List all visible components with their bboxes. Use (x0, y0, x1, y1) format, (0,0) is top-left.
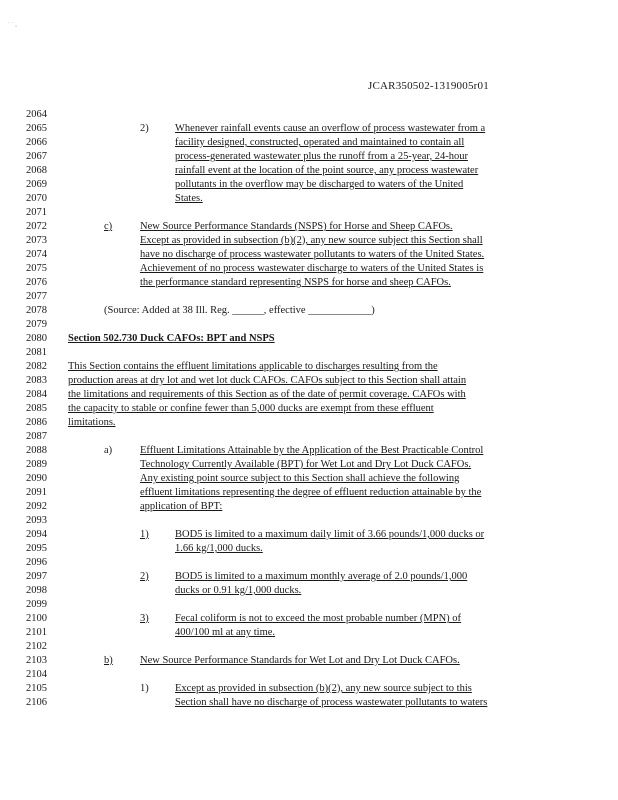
text-line: Achievement of no process wastewater discharge to waters of the United States is (140, 263, 484, 274)
line-number: 2083 (26, 375, 47, 386)
item-label: b) (104, 655, 113, 666)
line-number: 2104 (26, 669, 47, 680)
line-number: 2098 (26, 585, 47, 596)
text-line: application of BPT: (140, 501, 223, 512)
line-number: 2100 (26, 613, 47, 624)
text-line: New Source Performance Standards (NSPS) for Horse and Sheep CAFOs. (140, 221, 453, 232)
line-number: 2094 (26, 529, 47, 540)
line-number: 2071 (26, 207, 47, 218)
line-number: 2072 (26, 221, 47, 232)
line-number: 2085 (26, 403, 47, 414)
text-line: BOD5 is limited to a maximum daily limit of 3.66 pounds/1,000 ducks or (175, 529, 485, 540)
line-number: 2077 (26, 291, 47, 302)
item-label: 1) (140, 529, 149, 540)
text-line: Any existing point source subject to this Section shall achieve the following (140, 473, 460, 484)
line-number: 2064 (26, 109, 47, 120)
text-line: facility designed, constructed, operated and maintained to contain all (175, 137, 465, 148)
line-number: 2096 (26, 557, 47, 568)
text-line: States. (175, 193, 203, 204)
line-number: 2086 (26, 417, 47, 428)
item-label: 3) (140, 613, 149, 624)
line-number: 2081 (26, 347, 47, 358)
text-line: pollutants in the overflow may be discharged to waters of the United (175, 179, 464, 190)
line-number: 2065 (26, 123, 47, 134)
text-line: 400/100 ml at any time. (175, 627, 276, 638)
line-number: 2075 (26, 263, 47, 274)
text-line: BOD5 is limited to a maximum monthly average of 2.0 pounds/1,000 (175, 571, 468, 582)
item-label: a) (104, 445, 113, 456)
line-number: 2099 (26, 599, 47, 610)
line-number: 2090 (26, 473, 47, 484)
line-number: 2078 (26, 305, 47, 316)
text-line: New Source Performance Standards for Wet Lot and Dry Lot Duck CAFOs. (140, 655, 460, 666)
line-number: 2084 (26, 389, 47, 400)
text-line: limitations. (68, 417, 116, 428)
line-number: 2073 (26, 235, 47, 246)
line-number: 2070 (26, 193, 47, 204)
line-number: 2074 (26, 249, 47, 260)
section-heading: Section 502.730 Duck CAFOs: BPT and NSPS (68, 333, 275, 344)
text-line: rainfall event at the location of the point source, any process wastewater (175, 165, 479, 176)
line-number: 2082 (26, 361, 47, 372)
text-line: effluent limitations representing the degree of effluent reduction attainable by the (140, 487, 482, 498)
text-line: ducks or 0.91 kg/1,000 ducks. (175, 585, 302, 596)
line-number: 2095 (26, 543, 47, 554)
line-number: 2105 (26, 683, 47, 694)
line-number: 2106 (26, 697, 47, 708)
line-number: 2101 (26, 627, 47, 638)
line-number: 2068 (26, 165, 47, 176)
text-line: Fecal coliform is not to exceed the most probable number (MPN) of (175, 613, 462, 624)
text-line: Technology Currently Available (BPT) for Wet Lot and Dry Lot Duck CAFOs. (140, 459, 472, 470)
text-line: the capacity to stable or confine fewer than 5,000 ducks are exempt from these effluent (68, 403, 434, 414)
line-number: 2069 (26, 179, 47, 190)
line-number: 2093 (26, 515, 47, 526)
text-line: Except as provided in subsection (b)(2), any new source subject to this (175, 683, 472, 694)
scan-marks: ˙ ˙ ‚ (8, 22, 17, 28)
line-number: 2088 (26, 445, 47, 456)
line-number: 2092 (26, 501, 47, 512)
text-line: process-generated wastewater plus the runoff from a 25-year, 24-hour (175, 151, 468, 162)
item-label: 1) (140, 683, 149, 694)
source-note: (Source: Added at 38 Ill. Reg. ______, effective ____________) (104, 305, 375, 316)
line-number: 2103 (26, 655, 47, 666)
item-label: 2) (140, 123, 149, 134)
line-number: 2091 (26, 487, 47, 498)
line-number: 2089 (26, 459, 47, 470)
item-label: 2) (140, 571, 149, 582)
text-line: Section shall have no discharge of process wastewater pollutants to waters (175, 697, 488, 708)
document-code: JCAR350502-1319005r01 (368, 80, 489, 92)
text-line: This Section contains the effluent limitations applicable to discharges resulting from the (68, 361, 438, 372)
text-line: 1.66 kg/1,000 ducks. (175, 543, 263, 554)
text-line: have no discharge of process wastewater pollutants to waters of the United States. (140, 249, 485, 260)
item-label: c) (104, 221, 113, 232)
text-line: the limitations and requirements of this Section as of the date of permit coverage. CAFOs with (68, 389, 466, 400)
text-line: Except as provided in subsection (b)(2), any new source subject this Section shall (140, 235, 483, 246)
text-line: Whenever rainfall events cause an overflow of process wastewater from a (175, 123, 486, 134)
line-number: 2102 (26, 641, 47, 652)
line-number: 2079 (26, 319, 47, 330)
line-number: 2087 (26, 431, 47, 442)
line-number: 2080 (26, 333, 47, 344)
line-number: 2066 (26, 137, 47, 148)
text-line: Effluent Limitations Attainable by the Application of the Best Practicable Control (140, 445, 484, 456)
line-number: 2067 (26, 151, 47, 162)
text-line: production areas at dry lot and wet lot duck CAFOs. CAFOs subject to this Section shall attain (68, 375, 467, 386)
text-line: the performance standard representing NSPS for horse and sheep CAFOs. (140, 277, 451, 288)
line-number: 2076 (26, 277, 47, 288)
line-number: 2097 (26, 571, 47, 582)
